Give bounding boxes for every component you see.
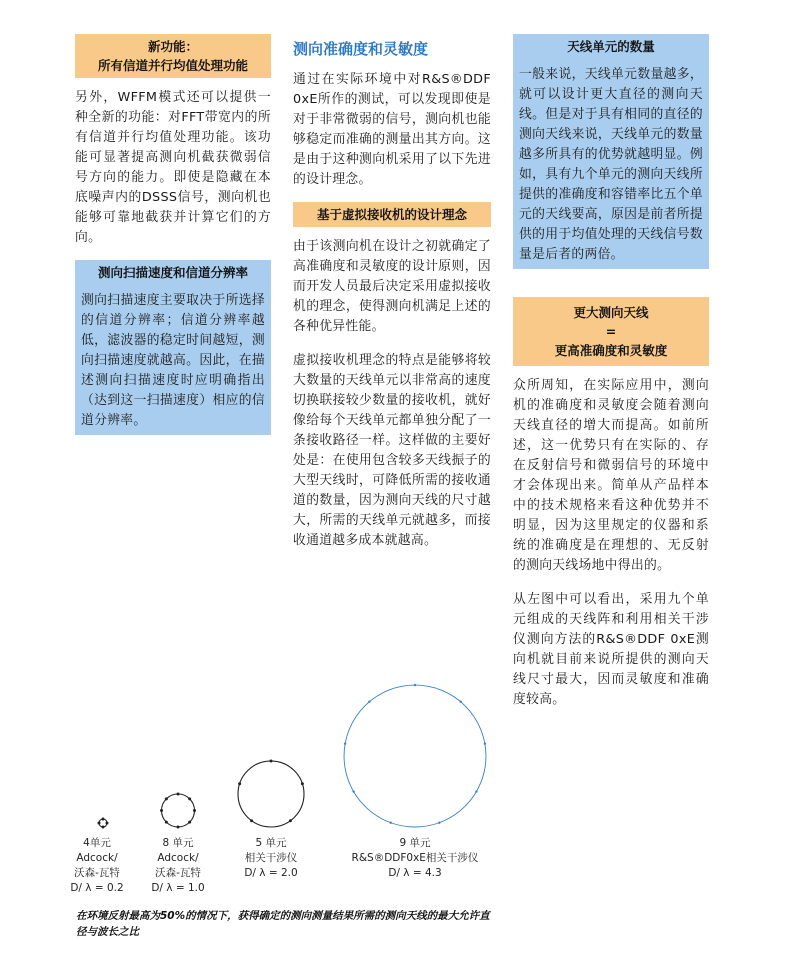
antenna-element-dot	[414, 684, 416, 686]
antenna-element-dot	[188, 821, 191, 824]
bigger-antenna-header: 更大测向天线 = 更高准确度和灵敏度	[513, 297, 709, 366]
antenna-element-dot	[368, 700, 370, 702]
bigger-antenna-paragraph-2: 从左图中可以看出，采用九个单元组成的天线阵和利用相关干涉仪测向方法的R&S®DDF 0xE测向机就目前来说所提供的测向天线尺寸最大，因而灵敏度和准确度较高。	[513, 592, 709, 707]
antenna-element-dot	[301, 782, 304, 785]
antenna-element-dot	[250, 819, 253, 822]
elements-paragraph: 一般来说，天线单元数量越多，就可以设计更大直径的测向天线。但是对于具有相同的直径的测向天线来说，天线单元的数量越多所具有的优势就越明显。例如，具有九个单元的测向天线所提供的准确度和容错率比五个单元的天线要高，原因是前者所提供的用于均值处理的天线信号数量是后者的两倍。	[519, 67, 703, 262]
section-title: 测向准确度和灵敏度	[293, 40, 429, 58]
elements-header: 天线单元的数量	[513, 34, 709, 59]
virtual-receiver-header: 基于虚拟接收机的设计理念	[293, 202, 491, 227]
antenna-element-dot	[102, 818, 105, 821]
antenna-element-dot	[459, 700, 461, 702]
antenna-element-dot	[160, 809, 163, 812]
antenna-element-dot	[344, 743, 346, 745]
antenna-element-dot	[165, 821, 168, 824]
antenna-element-dot	[475, 790, 477, 792]
antenna-caption-3: 5 单元 相关干涉仪 D/ λ = 2.0	[244, 837, 298, 879]
antenna-element-dot	[106, 822, 109, 825]
antenna-element-dot	[102, 826, 105, 829]
virtual-receiver-paragraph-1: 由于该测向机在设计之初就确定了高准确度和灵敏度的设计原则，因而开发人员最后决定采用虚拟接收机的理念，使得测向机满足上述的各种优异性能。	[293, 239, 491, 334]
antenna-element-dot	[177, 826, 180, 829]
antenna-element-dot	[270, 760, 273, 763]
antenna-caption-1: 4单元 Adcock/ 沃森-瓦特 D/ λ = 0.2	[70, 837, 124, 894]
antenna-element-dot	[165, 797, 168, 800]
scan-speed-header: 测向扫描速度和信道分辨率	[75, 260, 271, 285]
antenna-element-dot	[177, 793, 180, 796]
antenna-caption-2: 8 单元 Adcock/ 沃森-瓦特 D/ λ = 1.0	[151, 837, 205, 894]
antenna-element-dot	[484, 743, 486, 745]
antenna-element-dot	[193, 809, 196, 812]
antenna-circle-3	[238, 761, 304, 827]
antenna-element-dot	[238, 782, 241, 785]
feature-header: 新功能： 所有信道并行均值处理功能	[75, 34, 271, 78]
antenna-element-dot	[188, 797, 191, 800]
antenna-element-dot	[438, 822, 440, 824]
antenna-element-dot	[352, 790, 354, 792]
figure-caption: 在环境反射最高为50%的情况下，获得确定的测向测量结果所需的测向天线的最大允许直径与波长之比	[76, 910, 490, 938]
antenna-circle-4	[344, 685, 486, 827]
feature-paragraph: 另外，WFFM模式还可以提供一种全新的功能：对FFT带宽内的所有信道并行均值处理功能。该功能可显著提高测向机截获微弱信号方向的能力。即使是隐藏在本底噪声内的DSSS信号，测向机也能够可靠地截获并计算它们的方向。	[75, 90, 271, 245]
virtual-receiver-paragraph-2: 虚拟接收机理念的特点是能够将较大数量的天线单元以非常高的速度切换联接较少数量的接收机，就好像给每个天线单元都单独分配了一条接收路径一样。这样做的主要好处是：在使用包含较多天线振子的大型天线时，可降低所需的接收通道的数量，因为测向天线的尺寸越大，所需的天线单元就越多，而接收通道越多成本就越高。	[293, 353, 491, 548]
antenna-caption-4: 9 单元 R&S®DDF0xE相关干涉仪 D/ λ = 4.3	[351, 837, 479, 879]
scan-speed-paragraph: 测向扫描速度主要取决于所选择的信道分辨率；信道分辨率越低，滤波器的稳定时间越短，测向扫描速度就越高。因此，在描述测向扫描速度时应明确指出（达到这一扫描速度）相应的信道分辨率。	[81, 293, 265, 428]
intro-paragraph: 通过在实际环境中对R&S®DDF 0xE所作的测试，可以发现即使是对于非常微弱的信号，测向机也能够稳定而准确的测量出其方向。这是由于这种测向机采用了以下先进的设计理念。	[293, 72, 491, 187]
bigger-antenna-paragraph-1: 众所周知，在实际应用中，测向机的准确度和灵敏度会随着测向天线直径的增大而提高。如前所述，这一优势只有在实际的、存在反射信号和微弱信号的环境中才会体现出来。简单从产品样本中的技术规格来看这种优势并不明显，因为这里规定的仪器和系统的准确度是在理想的、无反射的测向天线场地中得出的。	[513, 378, 709, 573]
antenna-element-dot	[390, 822, 392, 824]
antenna-element-dot	[289, 819, 292, 822]
antenna-element-dot	[98, 822, 101, 825]
